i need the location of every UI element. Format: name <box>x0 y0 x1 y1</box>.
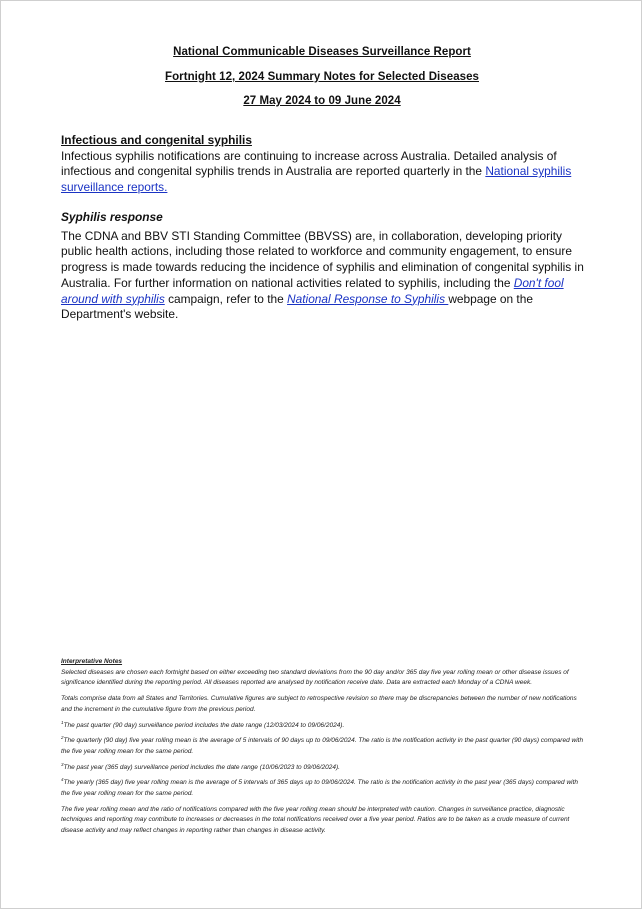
section-title-infectious-syphilis: Infectious and congenital syphilis <box>61 133 252 147</box>
syphilis-surveillance-reports-link[interactable]: National syphilis surveillance reports. <box>61 164 572 195</box>
footnote-4-marker: 4 <box>61 777 64 783</box>
report-date-range: 27 May 2024 to 09 June 2024 <box>243 95 401 107</box>
interpretative-notes <box>61 657 586 837</box>
section-paragraph-syphilis-response <box>61 229 591 323</box>
footnote-3 <box>61 763 586 774</box>
footnote-2-marker: 2 <box>61 735 64 741</box>
section-title-syphilis-response: Syphilis response <box>61 210 163 224</box>
dont-fool-around-campaign-link[interactable]: Don't fool around with syphilis <box>61 275 564 306</box>
section-paragraph-infectious-syphilis <box>61 149 591 196</box>
footnote-1-marker: 1 <box>61 719 64 725</box>
paragraph-text: Infectious syphilis notifications are continuing to increase across Australia. Detailed analysis of infectious and congenital syphilis trends in Australia are reported quarterly in the <box>61 148 557 179</box>
footnote-4 <box>61 778 586 799</box>
paragraph-text-a: The CDNA and BBV STI Standing Committee (BBVSS) are, in collaboration, developing priority public health actions, including those related to workforce and community engagement, to ensure progress is made towards reducing the incidence of syphilis and elimination of congenital syphilis in Australia. For further information on national activities related to syphilis, including the <box>61 228 584 290</box>
footnote-3-marker: 3 <box>61 761 64 767</box>
report-subtitle: Fortnight 12, 2024 Summary Notes for Selected Diseases <box>165 71 479 83</box>
footnote-3-text: The past year (365 day) surveillance period includes the date range (10/06/2023 to 09/06/2024). <box>63 763 340 771</box>
notes-paragraph-selection: Selected diseases are chosen each fortnight based on either exceeding two standard deviations from the 90 day and/or 365 day five year rolling mean or other disease issues of significance identified during the reporting period. All diseases reported are analysed by notification receive date. Data are extracted each Monday of a CDNA week. <box>61 668 569 687</box>
footnote-1 <box>61 721 586 732</box>
footnote-2 <box>61 736 586 757</box>
footnote-2-text: The quarterly (90 day) five year rolling mean is the average of 5 intervals of 90 days up to 09/06/2024. The ratio is the notification activity in the past quarter (90 days) compared with the five year rolling mean for the same period. <box>61 737 584 755</box>
report-title: National Communicable Diseases Surveillance Report <box>173 46 471 58</box>
section-infectious-syphilis <box>61 133 591 196</box>
paragraph-text-c: webpage on the Department's website. <box>61 291 533 322</box>
paragraph-text-b: campaign, refer to the <box>164 291 288 306</box>
national-response-to-syphilis-link[interactable]: National Response to Syphilis <box>287 291 449 306</box>
footnote-4-text: The yearly (365 day) five year rolling mean is the average of 5 intervals of 365 days up to 09/06/2024. The ratio is the notification activity in the past year (365 days) compared with the five year rolling mean for the same period. <box>61 779 579 798</box>
section-syphilis-response <box>61 210 591 323</box>
footnote-1-text: The past quarter (90 day) surveillance period includes the date range (12/03/2024 to 09/06/2024). <box>63 721 345 729</box>
notes-title: Interpretative Notes <box>61 658 123 665</box>
notes-paragraph-totals: Totals comprise data from all States and Territories. Cumulative figures are subject to retrospective revision so there may be discrepancies between the number of new notifications and the increment in the cumulative figure from the previous period. <box>61 695 577 713</box>
notes-paragraph-caution: The five year rolling mean and the ratio of notifications compared with the five year rolling mean should be interpreted with caution. Changes in surveillance practice, diagnostic techniques and reporting may contribute to increases or decreases in the total notifications received over a five year period. Ratios are to be taken as a crude measure of current disease activity and may reflect changes in reporting rather than changes in disease activity. <box>61 805 570 835</box>
